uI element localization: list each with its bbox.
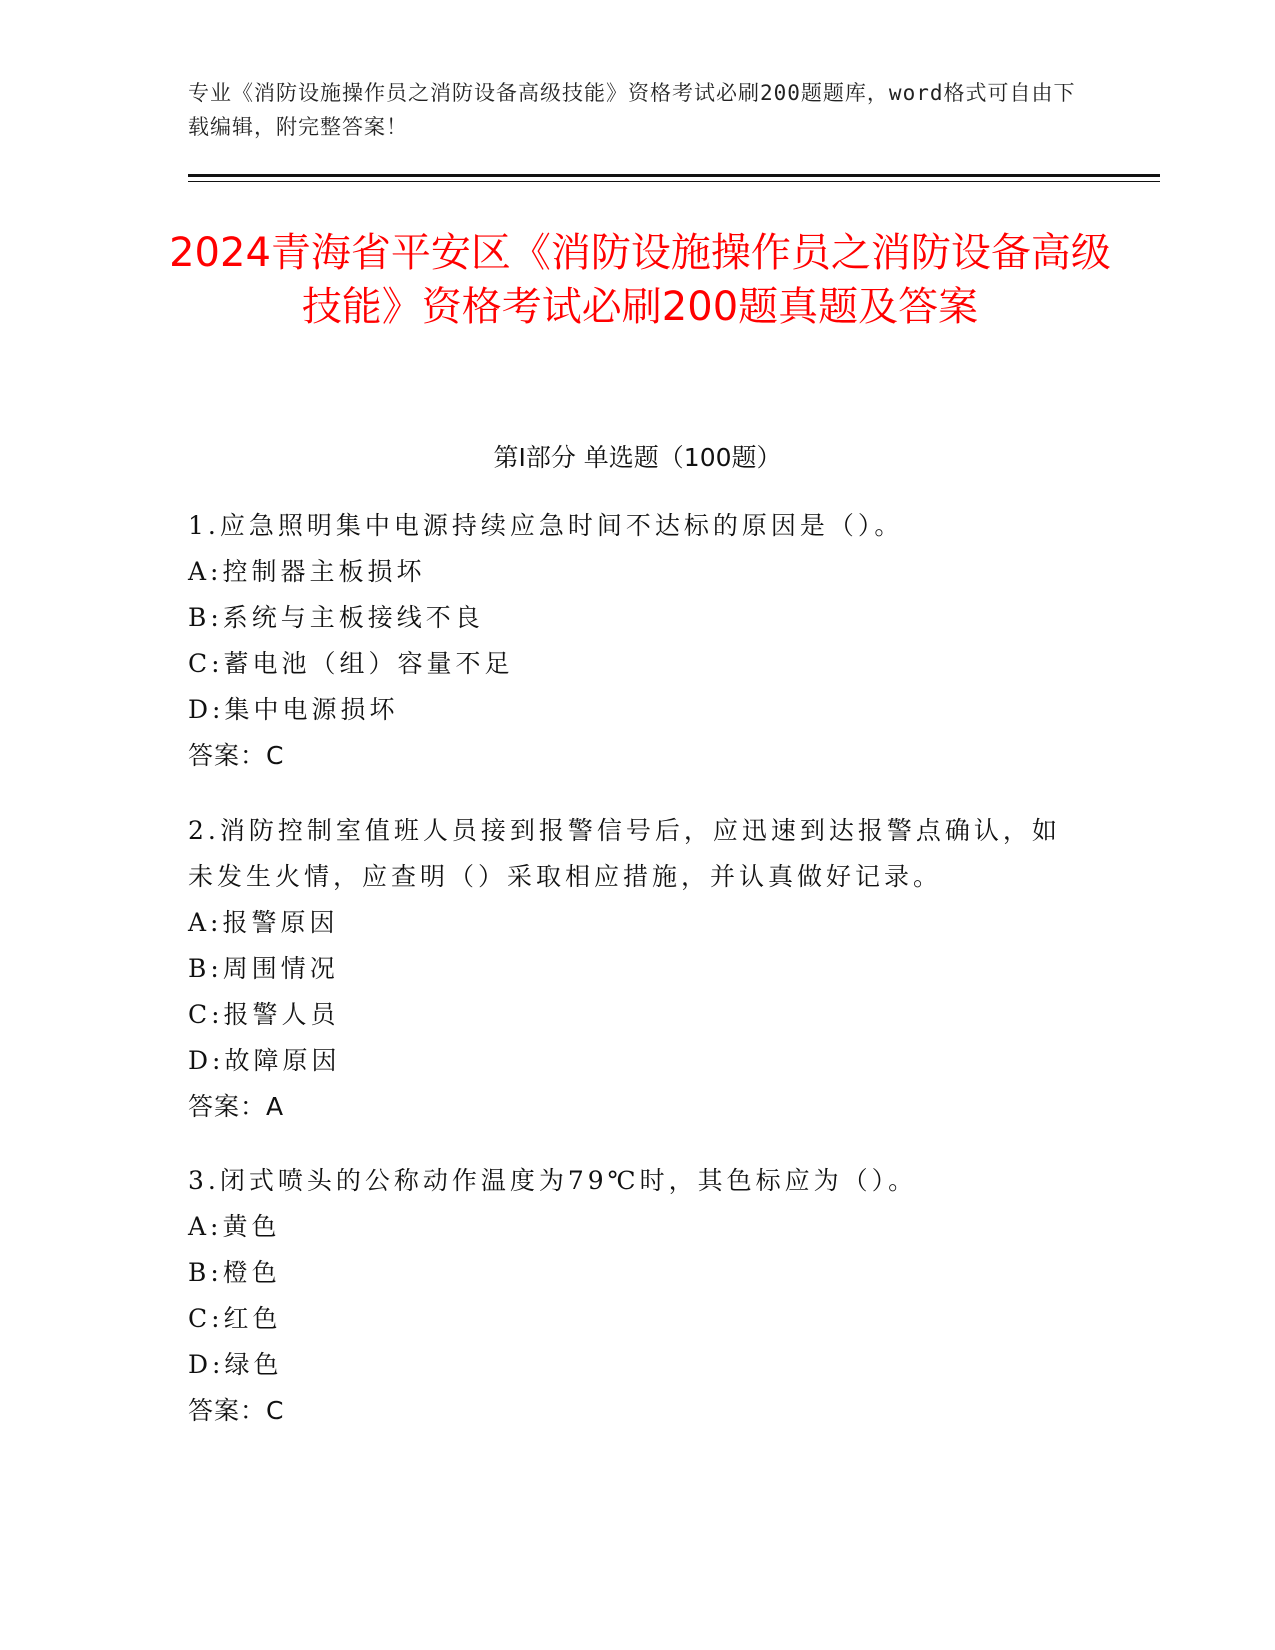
answer: 答案：C bbox=[188, 1396, 285, 1425]
option-d: D:集中电源损坏 bbox=[188, 695, 399, 724]
question-2 bbox=[188, 808, 1068, 1130]
answer: 答案：C bbox=[188, 741, 285, 770]
option-d: D:故障原因 bbox=[188, 1046, 341, 1075]
option-b: B:系统与主板接线不良 bbox=[188, 603, 484, 632]
option-c: C:蓄电池（组）容量不足 bbox=[188, 649, 514, 678]
question-stem: 1.应急照明集中电源持续应急时间不达标的原因是（）。 bbox=[188, 511, 904, 540]
option-a: A:报警原因 bbox=[188, 908, 339, 937]
section-heading: 第Ⅰ部分 单选题（100题） bbox=[493, 443, 782, 472]
question-stem: 2.消防控制室值班人员接到报警信号后，应迅速到达报警点确认，如未发生火情，应查明（）采取相应措施，并认真做好记录。 bbox=[188, 816, 1061, 891]
header-divider-thin bbox=[188, 181, 1160, 182]
question-1 bbox=[188, 503, 1068, 779]
option-d: D:绿色 bbox=[188, 1350, 283, 1379]
question-3 bbox=[188, 1158, 1068, 1434]
option-b: B:周围情况 bbox=[188, 954, 339, 983]
answer: 答案：A bbox=[188, 1092, 285, 1121]
option-a: A:控制器主板损坏 bbox=[188, 557, 426, 586]
question-stem: 3.闭式喷头的公称动作温度为79℃时，其色标应为（）。 bbox=[188, 1166, 918, 1195]
option-b: B:橙色 bbox=[188, 1258, 281, 1287]
header-divider-thick bbox=[188, 174, 1160, 177]
option-a: A:黄色 bbox=[188, 1212, 281, 1241]
option-c: C:报警人员 bbox=[188, 1000, 340, 1029]
document-title: 2024青海省平安区《消防设施操作员之消防设备高级技能》资格考试必刷200题真题及答案 bbox=[169, 230, 1111, 330]
header-note: 专业《消防设施操作员之消防设备高级技能》资格考试必刷200题题库，word格式可自由下载编辑，附完整答案！ bbox=[188, 81, 1076, 139]
option-c: C:红色 bbox=[188, 1304, 282, 1333]
